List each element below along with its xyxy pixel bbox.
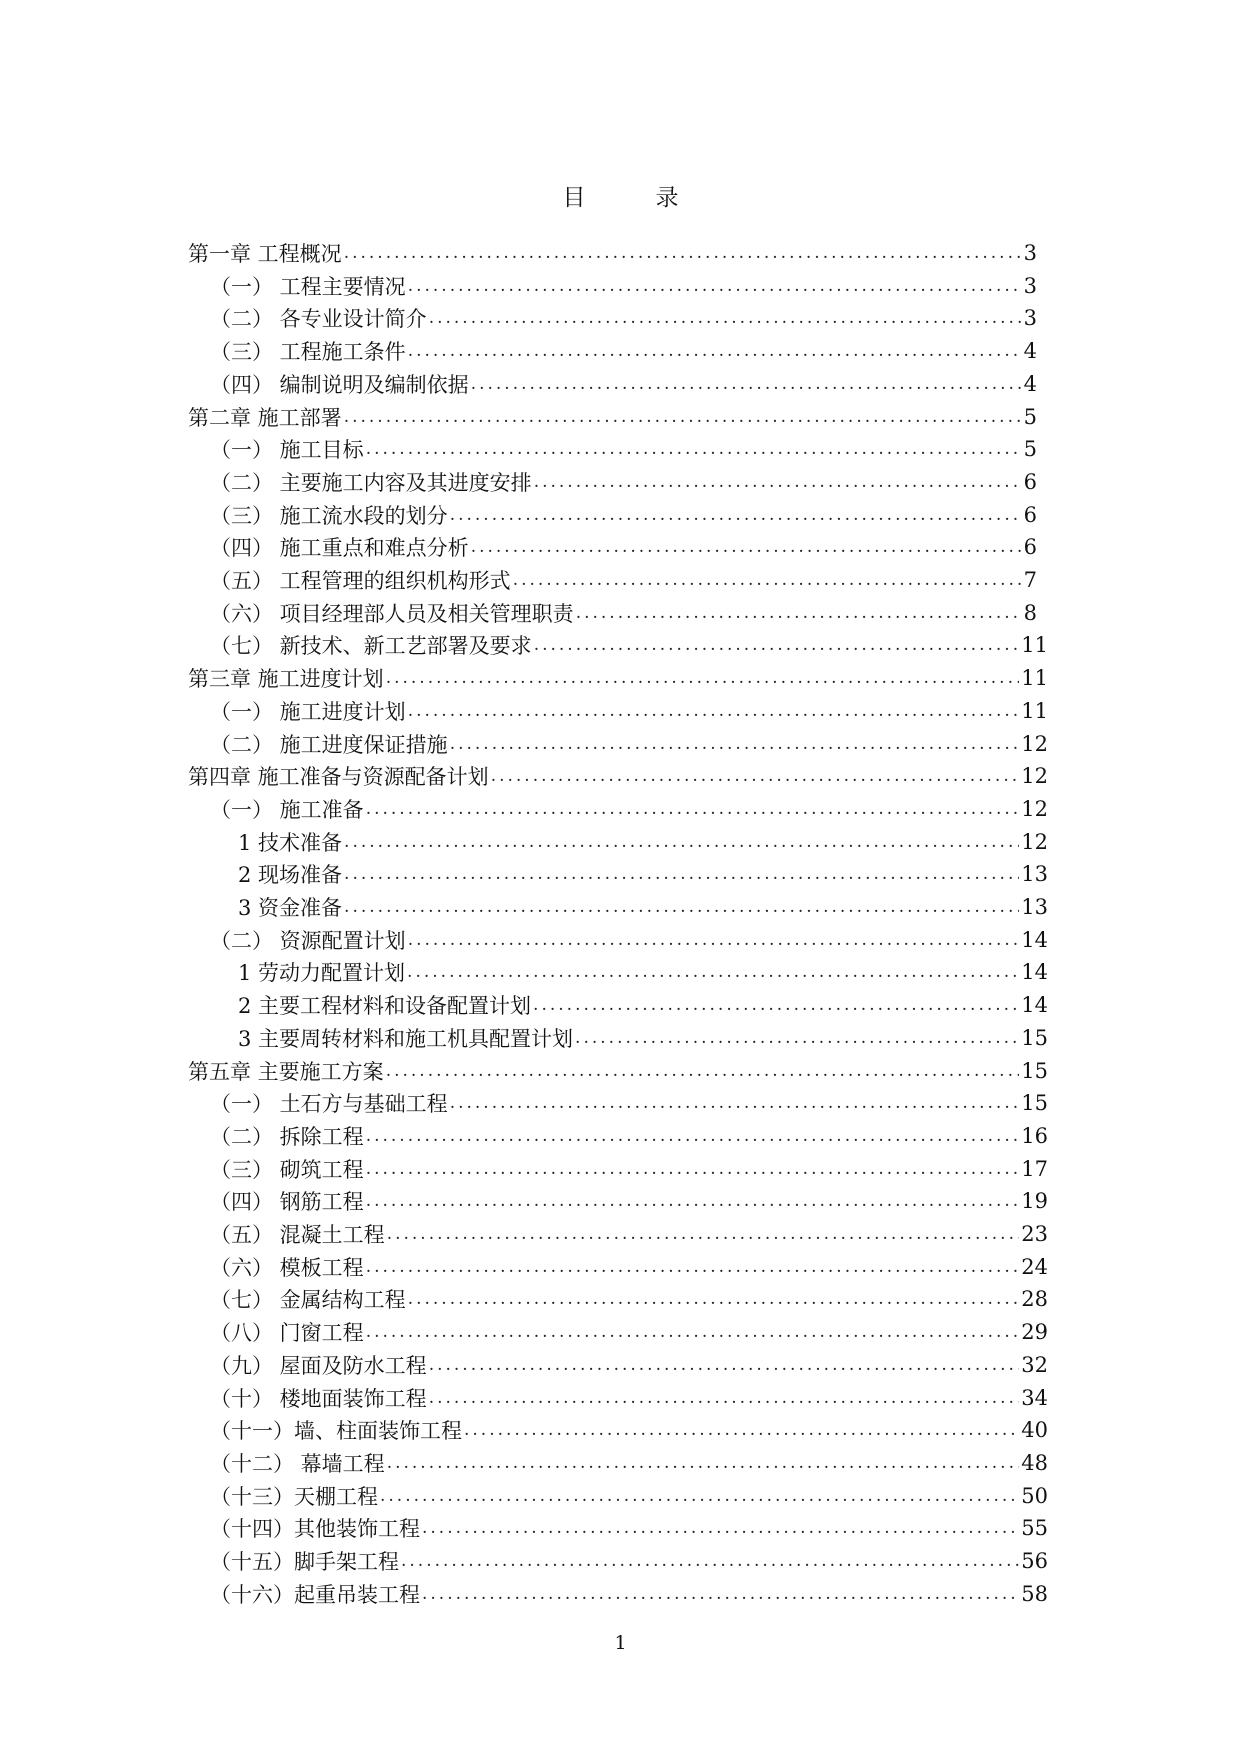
toc-section-row[interactable] bbox=[210, 925, 1048, 955]
toc-section-row[interactable] bbox=[210, 630, 1048, 660]
toc-entry-label: （十六）起重吊装工程 bbox=[210, 1582, 420, 1607]
toc-dot-leader bbox=[534, 635, 1020, 655]
toc-dot-leader bbox=[429, 1388, 1020, 1408]
toc-entry-page: 24 bbox=[1021, 1254, 1048, 1279]
toc-dot-leader bbox=[366, 1322, 1020, 1342]
toc-entry-label: （四） 钢筋工程 bbox=[210, 1190, 364, 1215]
toc-entry-page: 15 bbox=[1021, 1058, 1048, 1083]
toc-entry-page: 13 bbox=[1021, 862, 1048, 887]
toc-section-row[interactable] bbox=[210, 303, 1037, 333]
toc-entry-page: 50 bbox=[1021, 1483, 1048, 1508]
toc-entry-page: 14 bbox=[1021, 960, 1048, 985]
toc-entry-page: 16 bbox=[1021, 1123, 1048, 1148]
toc-entry-page: 19 bbox=[1021, 1189, 1048, 1214]
toc-entry-label: 1 劳动力配置计划 bbox=[238, 961, 406, 986]
toc-entry-label: 第五章 主要施工方案 bbox=[188, 1059, 384, 1084]
toc-entry-label: （三） 工程施工条件 bbox=[210, 340, 406, 365]
toc-entry-label: （二） 施工进度保证措施 bbox=[210, 732, 448, 757]
toc-entry-label: （七） 金属结构工程 bbox=[210, 1288, 406, 1313]
toc-chapter-row[interactable] bbox=[188, 238, 1037, 268]
toc-entry-label: （一） 施工进度计划 bbox=[210, 699, 406, 724]
toc-entry-page: 14 bbox=[1021, 927, 1048, 952]
toc-section-row[interactable] bbox=[210, 1415, 1048, 1445]
toc-title-char-1: 目 bbox=[562, 184, 586, 211]
toc-entry-page: 15 bbox=[1021, 1025, 1048, 1050]
toc-entry-page: 58 bbox=[1021, 1581, 1048, 1606]
toc-entry-page: 11 bbox=[1021, 666, 1048, 691]
toc-entry-label: （五） 工程管理的组织机构形式 bbox=[210, 569, 511, 593]
toc-dot-leader bbox=[471, 537, 1022, 557]
toc-entry-label: （二） 拆除工程 bbox=[210, 1124, 364, 1149]
toc-entry-page: 40 bbox=[1021, 1418, 1048, 1443]
toc-entry-page: 56 bbox=[1021, 1549, 1048, 1573]
toc-dot-leader bbox=[408, 1289, 1020, 1309]
toc-entry-page: 8 bbox=[1023, 600, 1037, 625]
toc-entry-label: （十三）天棚工程 bbox=[210, 1484, 378, 1509]
toc-dot-leader bbox=[380, 1486, 1019, 1506]
toc-section-row[interactable] bbox=[210, 1186, 1048, 1216]
toc-entry-label: （一） 工程主要情况 bbox=[210, 274, 406, 299]
toc-section-row[interactable] bbox=[210, 1383, 1048, 1413]
toc-section-row[interactable] bbox=[210, 1448, 1048, 1478]
toc-dot-leader bbox=[408, 930, 1020, 950]
toc-section-row[interactable] bbox=[210, 271, 1037, 301]
toc-entry-label: （一） 土石方与基础工程 bbox=[210, 1092, 448, 1117]
toc-section-row[interactable] bbox=[210, 1513, 1048, 1543]
toc-entry-page: 3 bbox=[1023, 273, 1037, 298]
toc-entry-page: 55 bbox=[1021, 1516, 1048, 1541]
toc-section-row[interactable] bbox=[210, 598, 1037, 628]
toc-dot-leader bbox=[344, 832, 1019, 852]
toc-section-row[interactable] bbox=[210, 1088, 1048, 1118]
toc-entry-label: 2 主要工程材料和设备配置计划 bbox=[238, 994, 532, 1019]
toc-dot-leader bbox=[401, 1551, 1019, 1571]
toc-chapter-row[interactable] bbox=[188, 1056, 1048, 1086]
toc-entry-page: 15 bbox=[1021, 1091, 1048, 1116]
toc-dot-leader bbox=[464, 1420, 1019, 1440]
toc-subsection-row[interactable] bbox=[238, 957, 1048, 987]
toc-entry-page: 23 bbox=[1021, 1222, 1048, 1246]
toc-entry-label: （二） 资源配置计划 bbox=[210, 928, 406, 953]
toc-dot-leader bbox=[429, 308, 1022, 328]
toc-entry-page: 28 bbox=[1021, 1287, 1048, 1312]
toc-entry-page: 6 bbox=[1023, 502, 1037, 527]
toc-subsection-row[interactable] bbox=[238, 892, 1048, 922]
toc-entry-label: （八） 门窗工程 bbox=[210, 1321, 364, 1346]
toc-section-row[interactable] bbox=[210, 1317, 1048, 1347]
toc-entry-label: 3 主要周转材料和施工机具配置计划 bbox=[238, 1026, 574, 1051]
toc-dot-leader bbox=[450, 1093, 1020, 1113]
toc-dot-leader bbox=[534, 472, 1022, 492]
toc-entry-label: （六） 模板工程 bbox=[210, 1255, 364, 1280]
toc-entry-label: 1 技术准备 bbox=[238, 830, 343, 855]
toc-entry-label: （四） 编制说明及编制依据 bbox=[210, 372, 469, 397]
toc-dot-leader bbox=[386, 1061, 1020, 1081]
toc-dot-leader bbox=[491, 766, 1020, 786]
toc-dot-leader bbox=[344, 864, 1019, 884]
toc-dot-leader bbox=[366, 1159, 1020, 1179]
page-number: 1 bbox=[614, 1632, 627, 1654]
toc-dot-leader bbox=[366, 1257, 1020, 1277]
toc-entry-label: （十） 楼地面装饰工程 bbox=[210, 1386, 427, 1411]
toc-dot-leader bbox=[408, 701, 1020, 721]
toc-entry-page: 12 bbox=[1021, 731, 1048, 756]
toc-subsection-row[interactable] bbox=[238, 827, 1048, 857]
toc-entry-page: 11 bbox=[1021, 698, 1048, 723]
toc-entry-page: 48 bbox=[1021, 1450, 1048, 1475]
toc-dot-leader bbox=[408, 276, 1022, 296]
toc-dot-leader bbox=[450, 734, 1020, 754]
toc-chapter-row[interactable] bbox=[188, 663, 1048, 693]
toc-dot-leader bbox=[429, 1355, 1020, 1375]
toc-dot-leader bbox=[366, 1126, 1020, 1146]
toc-entry-label: （七） 新技术、新工艺部署及要求 bbox=[210, 634, 532, 659]
toc-entry-label: （十四）其他装饰工程 bbox=[210, 1517, 420, 1542]
toc-dot-leader bbox=[344, 243, 1022, 263]
toc-title bbox=[0, 178, 1241, 212]
toc-chapter-row[interactable] bbox=[188, 402, 1037, 432]
toc-entry-page: 34 bbox=[1021, 1385, 1048, 1410]
toc-subsection-row[interactable] bbox=[238, 990, 1048, 1020]
toc-section-row[interactable] bbox=[210, 1579, 1048, 1609]
toc-entry-label: 2 现场准备 bbox=[238, 863, 343, 888]
toc-subsection-row[interactable] bbox=[238, 859, 1048, 889]
toc-section-row[interactable] bbox=[210, 369, 1037, 399]
toc-section-row[interactable] bbox=[210, 729, 1048, 759]
toc-entry-label: （三） 施工流水段的划分 bbox=[210, 503, 448, 528]
toc-subsection-row[interactable] bbox=[238, 1023, 1048, 1053]
toc-entry-label: 第一章 工程概况 bbox=[188, 242, 342, 266]
toc-entry-label: （六） 项目经理部人员及相关管理职责 bbox=[210, 601, 574, 626]
toc-entry-label: 第三章 施工进度计划 bbox=[188, 667, 384, 692]
toc-chapter-row[interactable] bbox=[188, 761, 1048, 791]
toc-entry-page: 6 bbox=[1023, 469, 1037, 494]
toc-dot-leader bbox=[344, 897, 1019, 917]
toc-entry-label: （一） 施工准备 bbox=[210, 797, 364, 822]
toc-entry-page: 13 bbox=[1021, 895, 1048, 919]
toc-dot-leader bbox=[408, 341, 1022, 361]
toc-entry-page: 7 bbox=[1023, 568, 1037, 592]
toc-entry-label: （二） 各专业设计简介 bbox=[210, 307, 427, 332]
toc-dot-leader bbox=[422, 1584, 1019, 1604]
toc-section-row[interactable] bbox=[210, 565, 1037, 595]
toc-entry-page: 14 bbox=[1021, 993, 1048, 1018]
toc-entry-label: （二） 主要施工内容及其进度安排 bbox=[210, 470, 532, 495]
toc-entry-page: 4 bbox=[1023, 339, 1037, 364]
toc-dot-leader bbox=[387, 1224, 1020, 1244]
toc-entry-page: 3 bbox=[1023, 241, 1037, 265]
toc-section-row[interactable] bbox=[210, 1481, 1048, 1511]
toc-dot-leader bbox=[513, 570, 1022, 590]
toc-entry-page: 12 bbox=[1021, 829, 1048, 854]
toc-entry-label: （五） 混凝土工程 bbox=[210, 1223, 385, 1247]
toc-section-row[interactable] bbox=[210, 794, 1048, 824]
toc-entry-label: （三） 砌筑工程 bbox=[210, 1157, 364, 1182]
toc-dot-leader bbox=[407, 962, 1019, 982]
toc-dot-leader bbox=[344, 407, 1022, 427]
toc-section-row[interactable] bbox=[210, 1546, 1048, 1576]
toc-dot-leader bbox=[533, 995, 1019, 1015]
toc-dot-leader bbox=[366, 1191, 1020, 1211]
toc-entry-label: 第二章 施工部署 bbox=[188, 405, 342, 430]
toc-title-char-2: 录 bbox=[655, 184, 679, 211]
toc-dot-leader bbox=[576, 603, 1022, 623]
toc-section-row[interactable] bbox=[210, 696, 1048, 726]
toc-entry-page: 4 bbox=[1023, 371, 1037, 396]
toc-dot-leader bbox=[422, 1518, 1019, 1538]
toc-section-row[interactable] bbox=[210, 500, 1037, 530]
toc-section-row[interactable] bbox=[210, 1284, 1048, 1314]
toc-entry-label: （十五）脚手架工程 bbox=[210, 1550, 399, 1574]
toc-dot-leader bbox=[450, 505, 1022, 525]
toc-entry-page: 12 bbox=[1021, 796, 1048, 821]
toc-section-row[interactable] bbox=[210, 532, 1037, 562]
toc-entry-page: 5 bbox=[1023, 404, 1037, 429]
toc-entry-page: 5 bbox=[1023, 437, 1037, 462]
toc-section-row[interactable] bbox=[210, 467, 1037, 497]
toc-entry-label: 第四章 施工准备与资源配备计划 bbox=[188, 765, 489, 790]
toc-entry-page: 32 bbox=[1021, 1352, 1048, 1377]
toc-dot-leader bbox=[366, 439, 1022, 459]
toc-dot-leader bbox=[471, 374, 1022, 394]
toc-dot-leader bbox=[387, 1453, 1020, 1473]
toc-entry-label: （十一）墙、柱面装饰工程 bbox=[210, 1419, 462, 1444]
toc-entry-label: 3 资金准备 bbox=[238, 896, 343, 920]
toc-entry-page: 11 bbox=[1021, 633, 1048, 658]
toc-entry-page: 3 bbox=[1023, 306, 1037, 331]
toc-dot-leader bbox=[366, 799, 1020, 819]
toc-entry-label: （四） 施工重点和难点分析 bbox=[210, 536, 469, 561]
toc-section-row[interactable] bbox=[210, 1154, 1048, 1184]
toc-section-row[interactable] bbox=[210, 1252, 1048, 1282]
toc-section-row[interactable] bbox=[210, 434, 1037, 464]
toc-section-row[interactable] bbox=[210, 1219, 1048, 1249]
toc-entry-label: （一） 施工目标 bbox=[210, 438, 364, 463]
toc-section-row[interactable] bbox=[210, 336, 1037, 366]
toc-entry-label: （十二） 幕墙工程 bbox=[210, 1451, 385, 1476]
toc-section-row[interactable] bbox=[210, 1350, 1048, 1380]
toc-section-row[interactable] bbox=[210, 1121, 1048, 1151]
toc-entry-page: 29 bbox=[1021, 1320, 1048, 1345]
toc-entry-page: 6 bbox=[1023, 535, 1037, 560]
toc-entry-page: 12 bbox=[1021, 764, 1048, 789]
toc-dot-leader bbox=[386, 668, 1020, 688]
toc-dot-leader bbox=[575, 1028, 1019, 1048]
toc-entry-label: （九） 屋面及防水工程 bbox=[210, 1353, 427, 1378]
toc-entry-page: 17 bbox=[1021, 1156, 1048, 1181]
